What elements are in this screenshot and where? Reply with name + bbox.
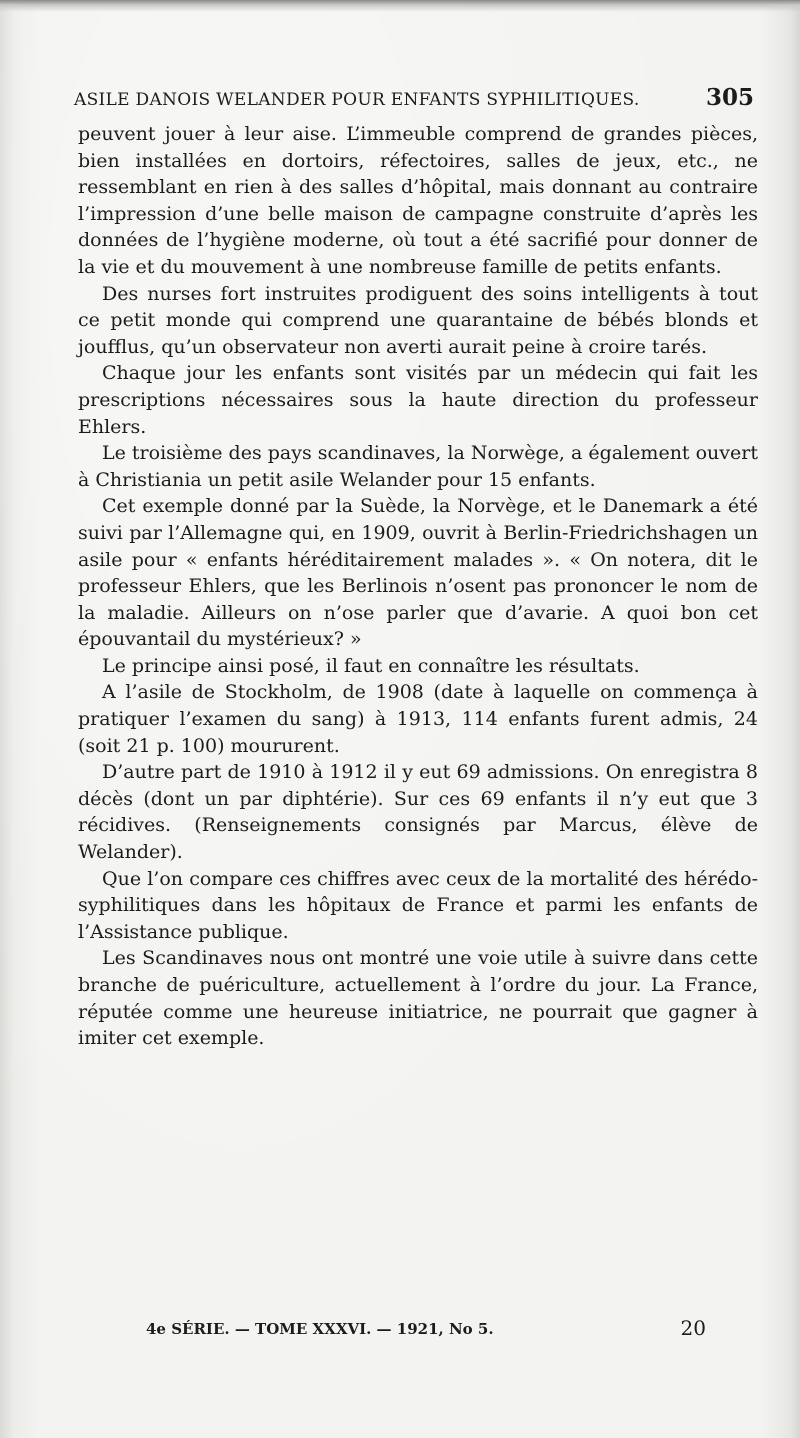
page-edge-shadow xyxy=(0,0,800,12)
paragraph-10: Les Scandinaves nous ont montré une voie utile à suivre dans cette branche de puériculture, actuellement à l’ordre du jour. La France, réputée comme une heureuse initiatrice, ne pourrait que gagner à imiter cet exemple. xyxy=(78,947,758,1050)
paragraph-8: D’autre part de 1910 à 1912 il y eut 69 admissions. On enregistra 8 décès (dont un par diphtérie). Sur ces 69 enfants il n’y eut que 3 récidives. (Renseignements consignés par Marcus, élève de Welander). xyxy=(78,761,758,864)
paragraph-7: A l’asile de Stockholm, de 1908 (date à laquelle on commença à pratiquer l’examen du sang) à 1913, 114 enfants furent admis, 24 (soit 21 p. 100) moururent. xyxy=(78,681,758,757)
series-line: 4e SÉRIE. — TOME XXXVI. — 1921, No 5. xyxy=(146,1320,494,1338)
paragraph-4: Le troisième des pays scandinaves, la Norwège, a également ouvert à Christiania un petit asile Welander pour 15 enfants. xyxy=(78,442,758,491)
body-text xyxy=(78,121,758,1052)
paragraph-5: Cet exemple donné par la Suède, la Norvège, et le Danemark a été suivi par l’Allemagne qui, en 1909, ouvrit à Berlin-Friedrichshagen un asile pour « enfants héréditairement malades ». « On notera, dit le professeur Ehlers, que les Berlinois n’osent pas prononcer le nom de la maladie. Ailleurs on n’ose parler que d’avarie. A quoi bon cet épouvantail du mystérieux? » xyxy=(78,495,758,651)
paragraph-2: Des nurses fort instruites prodiguent des soins intelligents à tout ce petit monde qui comprend une quarantaine de bébés blonds et joufflus, qu’un observateur non averti aurait peine à croire tarés. xyxy=(78,282,758,358)
paragraph-6: Le principe ainsi posé, il faut en connaître les résultats. xyxy=(102,654,640,677)
paragraph-1: peuvent jouer à leur aise. L’immeuble comprend de grandes pièces, bien installées en dortoirs, réfectoires, salles de jeux, etc., ne ressemblant en rien à des salles d’hôpital, mais donnant au contraire l’impression d’une belle maison de campagne construite d’après les données de l’hygiène moderne, où tout a été sacrifié pour donner de la vie et du mouvement à une nombreuse famille de petits enfants. xyxy=(78,123,758,278)
signature-mark: 20 xyxy=(680,1316,706,1340)
page-header xyxy=(74,84,754,118)
page-footer xyxy=(146,1316,706,1346)
paragraph-9: Que l’on compare ces chiffres avec ceux de la mortalité des hérédo-syphilitiques dans les hôpitaux de France et parmi les enfants de l’Assistance publique. xyxy=(78,867,758,943)
running-title: ASILE DANOIS WELANDER POUR ENFANTS SYPHILITIQUES. xyxy=(74,90,640,110)
page-number: 305 xyxy=(705,84,754,111)
paragraph-3: Chaque jour les enfants sont visités par un médecin qui fait les prescriptions nécessaires sous la haute direction du professeur Ehlers. xyxy=(78,362,758,438)
